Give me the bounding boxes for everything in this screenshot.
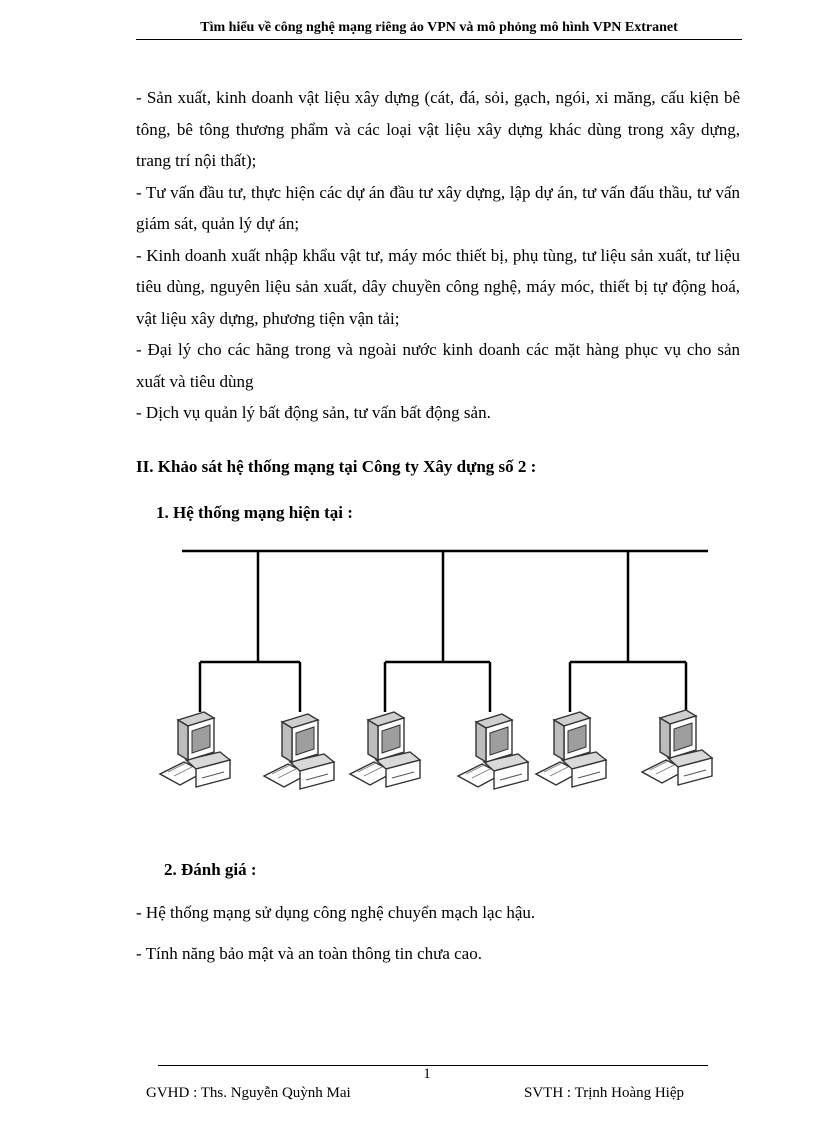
paragraph-1: - Sản xuất, kinh doanh vật liệu xây dựng (cát, đá, sỏi, gạch, ngói, xi măng, cấu kiện bê tông, bê tông thương phẩm và các loại vật liệu xây dựng khác dùng trong xây dựng, trang trí nội thất);	[136, 88, 740, 170]
subsection-heading-current-network: 1. Hệ thống mạng hiện tại :	[156, 503, 353, 522]
footer-supervisor: GVHD : Ths. Nguyễn Quỳnh Mai	[146, 1085, 351, 1101]
section-heading: II. Khảo sát hệ thống mạng tại Công ty Xây dựng số 2 :	[136, 457, 537, 476]
paragraph-4: - Đại lý cho các hãng trong và ngoài nước kinh doanh các mặt hàng phục vụ cho sản xuất và tiêu dùng	[136, 340, 740, 391]
computer-icon	[350, 712, 420, 787]
network-diagram	[150, 540, 720, 810]
paragraph-3: - Kinh doanh xuất nhập khẩu vật tư, máy móc thiết bị, phụ tùng, tư liệu sản xuất, tư liệu tiêu dùng, nguyên liệu sản xuất, dây chuyền công nghệ, máy móc, thiết bị tự động hoá, vật liệu xây dựng, phương tiện vận tải;	[136, 245, 740, 328]
subsection-heading-evaluation: 2. Đánh giá :	[164, 860, 257, 879]
evaluation-item-2: - Tính năng bảo mật và an toàn thông tin chưa cao.	[136, 944, 482, 963]
paragraph-2: - Tư vấn đầu tư, thực hiện các dự án đầu tư xây dựng, lập dự án, tư vấn đấu thầu, tư vấn giám sát, quản lý dự án;	[136, 182, 740, 233]
computer-icon	[458, 714, 528, 789]
footer-student: SVTH : Trịnh Hoàng Hiệp	[524, 1085, 685, 1101]
body-text	[136, 82, 740, 429]
page-header-title: Tìm hiểu về công nghệ mạng riêng ảo VPN và mô phỏng mô hình VPN Extranet	[200, 20, 678, 35]
computer-icon	[264, 714, 334, 789]
network-cables	[182, 551, 708, 712]
evaluation-item-1: - Hệ thống mạng sử dụng công nghệ chuyển mạch lạc hậu.	[136, 903, 536, 922]
paragraph-5: - Dịch vụ quản lý bất động sản, tư vấn bất động sản.	[136, 403, 491, 422]
page-number: 1	[423, 1066, 431, 1082]
computer-icon	[160, 712, 230, 787]
computer-icon	[642, 710, 712, 785]
computer-icon	[536, 712, 606, 787]
header-rule	[136, 39, 742, 40]
